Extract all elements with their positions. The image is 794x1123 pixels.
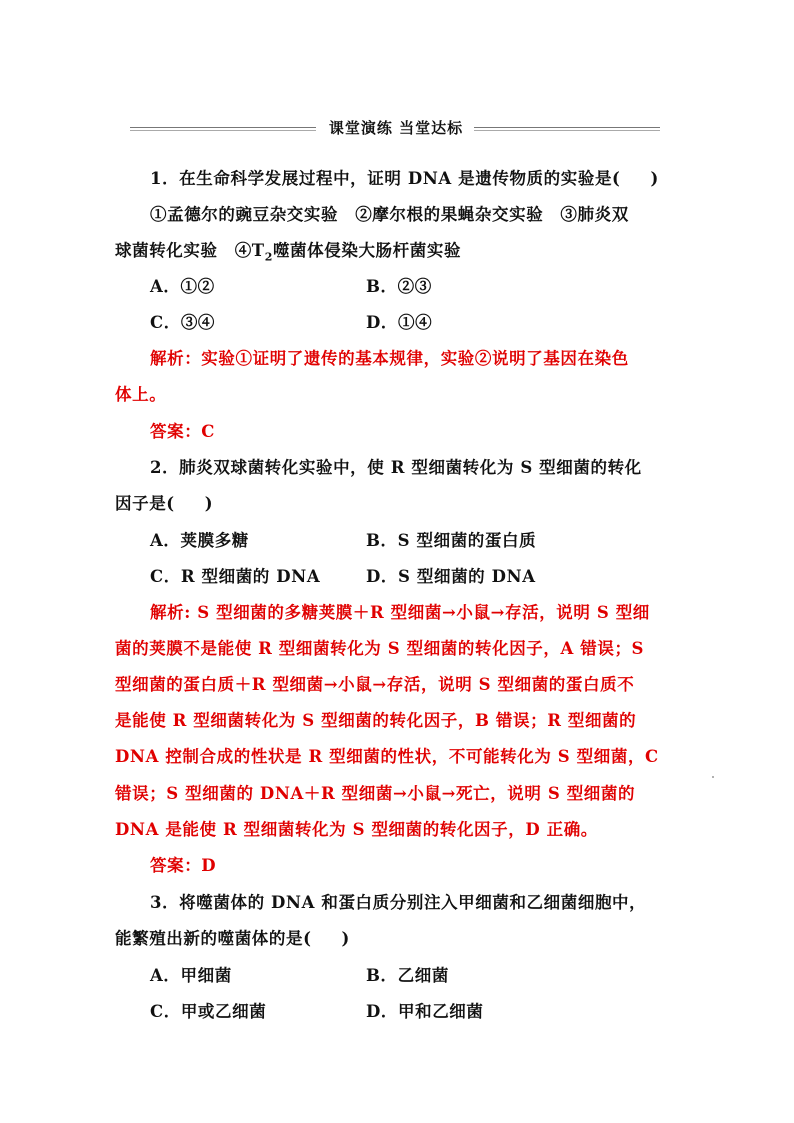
q2-stem-line2-text: 因子是( xyxy=(115,494,175,513)
q2-analysis-line6: 错误；S 型细菌的 DNA＋R 型细菌→小鼠→死亡，说明 S 型细菌的 xyxy=(115,784,636,803)
q2-analysis-line5: DNA 控制合成的性状是 R 型细菌的性状，不可能转化为 S 型细菌，C xyxy=(115,747,659,766)
q1-option-c: C．③④ xyxy=(150,313,216,332)
q2-analysis-line2: 菌的荚膜不是能使 R 型细菌转化为 S 型细菌的转化因子，A 错误；S xyxy=(115,639,645,658)
q3-stem-line1: 3．将噬菌体的 DNA 和蛋白质分别注入甲细菌和乙细菌细胞中， xyxy=(150,893,647,912)
q3-option-d: D．甲和乙细菌 xyxy=(366,1002,484,1021)
q2-analysis-line4: 是能使 R 型细菌转化为 S 型细菌的转化因子，B 错误；R 型细菌的 xyxy=(115,711,637,730)
q1-stem-close: ) xyxy=(650,169,659,188)
q2-option-d: D．S 型细菌的 DNA xyxy=(366,567,536,586)
q1-items-line1: ①孟德尔的豌豆杂交实验 ②摩尔根的果蝇杂交实验 ③肺炎双 xyxy=(150,205,629,224)
q1-option-d: D．①④ xyxy=(366,313,433,332)
q1-items-line2 xyxy=(115,240,461,262)
q3-option-c: C．甲或乙细菌 xyxy=(150,1002,267,1021)
q2-analysis-line7: DNA 是能使 R 型细菌转化为 S 型细菌的转化因子，D 正确。 xyxy=(115,820,598,839)
q3-option-b: B．乙细菌 xyxy=(366,966,449,985)
q2-option-a: A．荚膜多糖 xyxy=(150,531,249,550)
q3-stem-close: ) xyxy=(341,929,350,948)
q1-items-line2-pre: 球菌转化实验 ④T xyxy=(115,241,265,260)
q3-option-a: A．甲细菌 xyxy=(150,966,232,985)
q1-items-line2-post: 噬菌体侵染大肠杆菌实验 xyxy=(272,241,462,260)
section-title: 课堂演练 当堂达标 xyxy=(328,119,464,137)
header-rule-right-thin xyxy=(474,130,660,131)
section-header xyxy=(130,117,660,139)
q1-stem xyxy=(150,168,659,190)
q1-analysis-line2: 体上。 xyxy=(115,385,167,404)
q1-option-a: A．①② xyxy=(150,277,215,296)
q2-answer: 答案：D xyxy=(150,856,217,875)
header-rule-right xyxy=(474,127,660,128)
q2-options-row2 xyxy=(0,566,794,588)
q2-options-row1 xyxy=(0,530,794,552)
scan-speck xyxy=(712,776,714,778)
q1-options-row2 xyxy=(0,312,794,334)
q1-items-line2-sub: 2 xyxy=(264,250,273,264)
q3-options-row1 xyxy=(0,965,794,987)
q1-stem-text: 1．在生命科学发展过程中，证明 DNA 是遗传物质的实验是( xyxy=(150,169,621,188)
q2-analysis-line3: 型细菌的蛋白质＋R 型细菌→小鼠→存活，说明 S 型细菌的蛋白质不 xyxy=(115,675,635,694)
q2-option-b: B．S 型细菌的蛋白质 xyxy=(366,531,537,550)
q2-option-c: C．R 型细菌的 DNA xyxy=(150,567,321,586)
q3-options-row2 xyxy=(0,1001,794,1023)
q1-analysis-line1: 解析：实验①证明了遗传的基本规律，实验②说明了基因在染色 xyxy=(150,349,629,368)
q2-stem-line2 xyxy=(115,493,213,515)
q2-analysis-line1: 解析: S 型细菌的多糖荚膜＋R 型细菌→小鼠→存活，说明 S 型细 xyxy=(150,603,650,622)
q3-stem-line2 xyxy=(115,928,350,950)
q3-stem-line2-text: 能繁殖出新的噬菌体的是( xyxy=(115,929,312,948)
q2-stem-close: ) xyxy=(204,494,214,513)
q1-option-b: B．②③ xyxy=(366,277,432,296)
header-rule-left xyxy=(130,127,316,128)
q1-answer: 答案：C xyxy=(150,422,216,441)
q2-stem-line1: 2．肺炎双球菌转化实验中，使 R 型细菌转化为 S 型细菌的转化 xyxy=(150,458,642,477)
header-rule-left-thin xyxy=(130,130,316,131)
q1-options-row1 xyxy=(0,276,794,298)
